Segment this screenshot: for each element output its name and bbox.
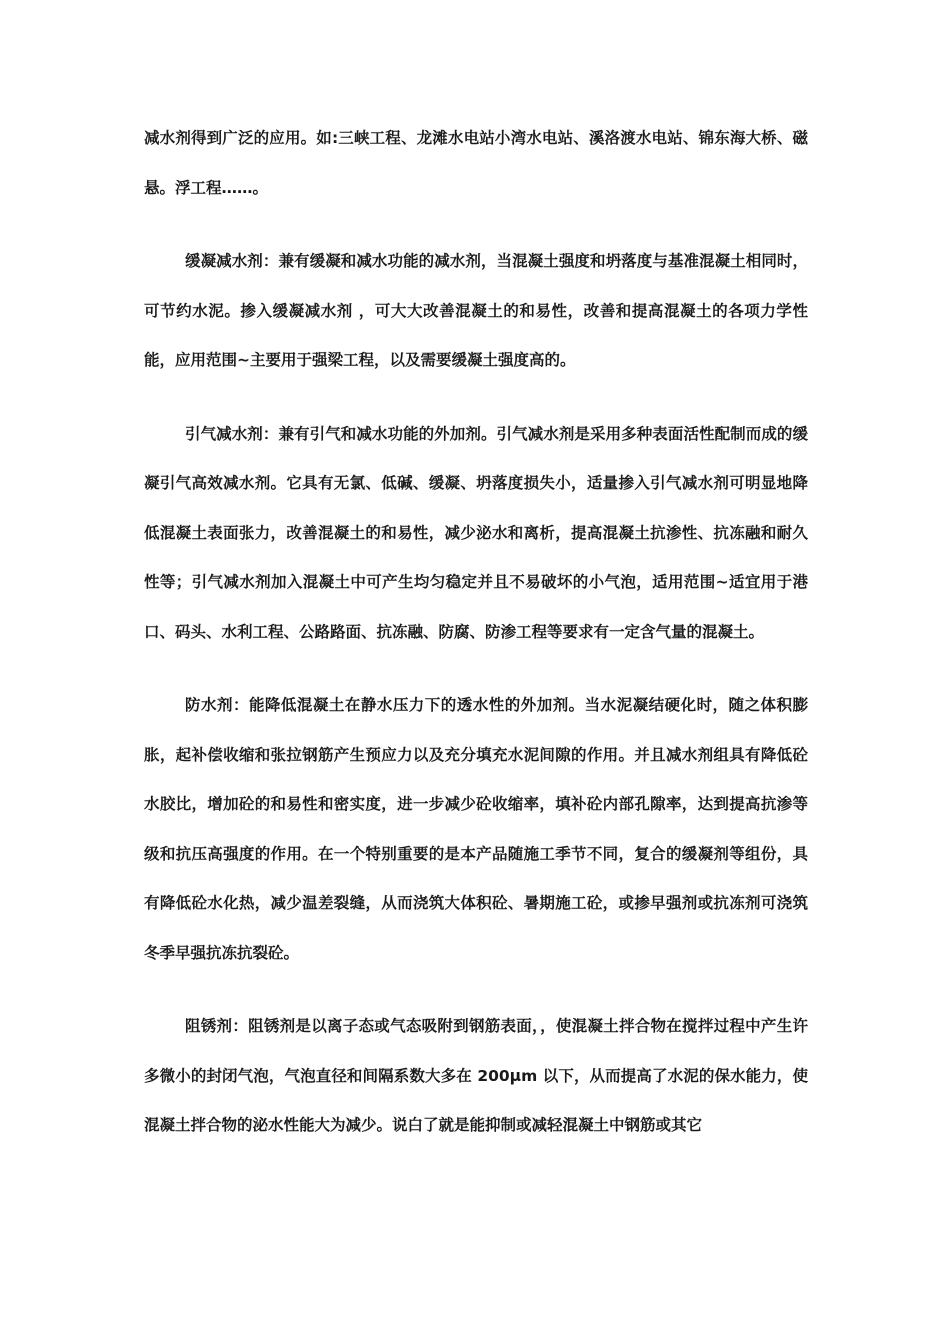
document-body (144, 114, 808, 1151)
paragraph-gap (144, 386, 808, 410)
paragraph-rust-inhibitor: 阻锈剂：阻锈剂是以离子态或气态吸附到钢筋表面，，使混凝土拌合物在搅拌过程中产生许多微小的封闭气泡，气泡直径和间隔系数大多在 200μm 以下，从而提高了水泥的保水能力，使混凝土拌合物的泌水性能大为减少。说白了就是能抑制或减轻混凝土中钢筋或其它 (144, 1017, 808, 1134)
paragraph-intro-continuation: 减水剂得到广泛的应用。如:三峡工程、龙滩水电站小湾水电站、溪洛渡水电站、锦东海大桥、磁悬。浮工程……。 (144, 129, 808, 197)
paragraph-air-entraining-water-reducer: 引气减水剂：兼有引气和减水功能的外加剂。引气减水剂是采用多种表面活性配制而成的缓凝引气高效减水剂。它具有无氯、低碱、缓凝、坍落度损失小，适量掺入引气减水剂可明显地降低混凝土表面张力，改善混凝土的和易性，减少泌水和离析，提高混凝土抗渗性、抗冻融和耐久性等；引气减水剂加入混凝土中可产生均匀稳定并且不易破坏的小气泡，适用范围~适宜用于港口、码头、水利工程、公路路面、抗冻融、防腐、防渗工程等要求有一定含气量的混凝土。 (144, 424, 808, 641)
paragraph-retarding-water-reducer: 缓凝减水剂：兼有缓凝和减水功能的减水剂，当混凝土强度和坍落度与基准混凝土相同时，可节约水泥。掺入缓凝减水剂 ，可大大改善混凝土的和易性，改善和提高混凝土的各项力学性能，应用范围~主要用于强梁工程，以及需要缓凝土强度高的。 (144, 252, 808, 369)
paragraph-waterproofing-agent: 防水剂：能降低混凝土在静水压力下的透水性的外加剂。当水泥凝结硬化时，随之体积膨胀，起补偿收缩和张拉钢筋产生预应力以及充分填充水泥间隙的作用。并且减水剂组具有降低砼水胶比，增加砼的和易性和密实度，进一步减少砼收缩率，填补砼内部孔隙率，达到提高抗渗等级和抗压高强度的作用。在一个特别重要的是本产品随施工季节不同，复合的缓凝剂等组份，具有降低砼水化热，减少温差裂缝，从而浇筑大体积砼、暑期施工砼，或掺早强剂或抗冻剂可浇筑冬季早强抗冻抗裂砼。 (144, 696, 808, 962)
paragraph-gap (144, 978, 808, 1002)
paragraph-gap (144, 657, 808, 681)
paragraph-gap (144, 213, 808, 237)
